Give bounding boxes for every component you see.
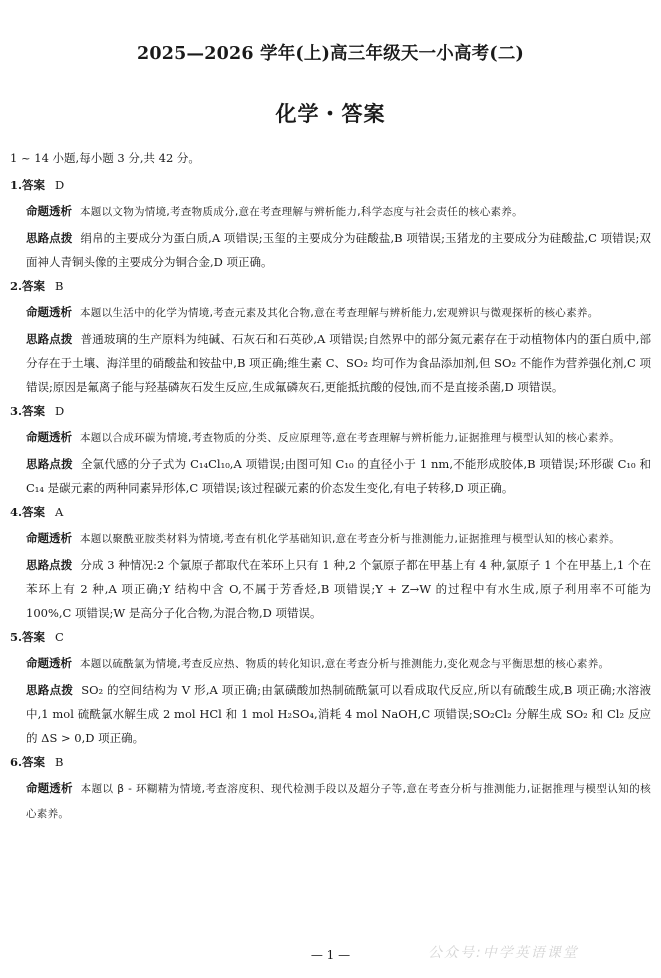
scoring-intro: 1 ~ 14 小题,每小题 3 分,共 42 分。	[10, 151, 200, 165]
hint-text: 绢帛的主要成分为蛋白质,A 项错误;玉玺的主要成分为硅酸盐,B 项错误;玉猪龙的主要成分为硅酸盐,C 项错误;双面神人青铜头像的主要成分为铜合金,D 项正确。	[26, 231, 652, 269]
analysis-text: 本题以生活中的化学为情境,考查元素及其化合物,意在考查理解与辨析能力,宏观辨识与微观探析的核心素养。	[80, 307, 599, 319]
answer-line	[10, 274, 651, 298]
answer-line	[10, 750, 651, 774]
analysis-label: 命题透析	[26, 531, 72, 545]
analysis-paragraph	[26, 526, 651, 551]
question-block	[10, 399, 651, 500]
answer-value: B	[55, 279, 64, 293]
analysis-paragraph	[26, 651, 651, 676]
answer-label: 答案	[22, 505, 46, 519]
analysis-label: 命题透析	[26, 204, 72, 218]
question-number: 5.	[10, 630, 23, 644]
answer-label: 答案	[22, 279, 46, 293]
answer-value: D	[55, 404, 65, 418]
answer-value: D	[55, 178, 65, 192]
hint-paragraph	[26, 327, 651, 399]
analysis-text: 本题以硫酰氯为情境,考查反应热、物质的转化知识,意在考查分析与推测能力,变化观念与平衡思想的核心素养。	[80, 658, 610, 670]
hint-text: 分成 3 种情况:2 个氯原子都取代在苯环上只有 1 种,2 个氯原子都在甲基上有 4 种,氯原子 1 个在甲基上,1 个在苯环上有 2 种,A 项正确;Y 结构中含 O,不属于芳香烃,B 项错误;Y + Z→W 的过程中有水生成,原子利用率不可能为 100%,C 项错误;W 是高分子化合物,为混合物,D 项错误。	[26, 558, 652, 620]
answer-label: 答案	[22, 755, 46, 769]
analysis-text: 本题以合成环碳为情境,考查物质的分类、反应原理等,意在考查理解与辨析能力,证据推理与模型认知的核心素养。	[80, 432, 621, 444]
analysis-paragraph	[26, 300, 651, 325]
answer-value: B	[55, 755, 64, 769]
subject-title: 化学・答案	[275, 101, 386, 126]
analysis-label: 命题透析	[26, 305, 72, 319]
question-block	[10, 750, 651, 826]
answer-label: 答案	[22, 404, 46, 418]
analysis-label: 命题透析	[26, 430, 72, 444]
hint-label: 思路点拨	[26, 558, 73, 572]
analysis-text: 本题以文物为情境,考查物质成分,意在考查理解与辨析能力,科学态度与社会责任的核心素养。	[80, 206, 523, 218]
answer-label: 答案	[22, 178, 46, 192]
analysis-paragraph	[26, 776, 651, 826]
answer-line	[10, 625, 651, 649]
answer-line	[10, 399, 651, 423]
hint-paragraph	[26, 226, 651, 274]
answer-line	[10, 173, 651, 197]
watermark: 公众号:中学英语课堂	[428, 945, 579, 961]
question-number: 2.	[10, 279, 23, 293]
analysis-paragraph	[26, 199, 651, 224]
hint-paragraph	[26, 553, 651, 625]
answer-body	[10, 146, 651, 826]
hint-paragraph	[26, 678, 651, 750]
question-block	[10, 500, 651, 625]
hint-label: 思路点拨	[26, 683, 74, 697]
question-number: 6.	[10, 755, 23, 769]
question-number: 4.	[10, 505, 23, 519]
analysis-paragraph	[26, 425, 651, 450]
answer-value: A	[55, 505, 64, 519]
hint-text: 全氯代感的分子式为 C₁₄Cl₁₀,A 项错误;由图可知 C₁₀ 的直径小于 1 nm,不能形成胶体,B 项错误;环形碳 C₁₀ 和 C₁₄ 是碳元素的两种同素异形体,C 项错误;该过程碳元素的价态发生变化,有电子转移,D 项正确。	[26, 457, 652, 495]
hint-text: 普通玻璃的生产原料为纯碱、石灰石和石英砂,A 项错误;自然界中的部分氮元素存在于动植物体内的蛋白质中,部分存在于土壤、海洋里的硝酸盐和铵盐中,B 项正确;维生素 C、SO₂ 均可作为食品添加剂,但 SO₂ 不能作为营养强化剂,C 项错误;原因是氟离子能与羟基磷灰石发生反应,生成氟磷灰石,更能抵抗酸的侵蚀,而不是直接杀菌,D 项错误。	[26, 332, 652, 394]
analysis-label: 命题透析	[26, 656, 72, 670]
analysis-text: 本题以 β - 环糊精为情境,考查溶度积、现代检测手段以及超分子等,意在考查分析与推测能力,证据推理与模型认知的核心素养。	[26, 783, 652, 820]
hint-label: 思路点拨	[26, 457, 73, 471]
question-block	[10, 173, 651, 274]
question-block	[10, 274, 651, 399]
exam-title: 2025—2026 学年(上)高三年级天一小高考(二)	[136, 44, 525, 64]
answer-label: 答案	[22, 630, 46, 644]
question-number: 3.	[10, 404, 23, 418]
analysis-text: 本题以聚酰亚胺类材料为情境,考查有机化学基础知识,意在考查分析与推测能力,证据推理与模型认知的核心素养。	[80, 533, 621, 545]
hint-label: 思路点拨	[26, 332, 73, 346]
answer-value: C	[55, 630, 64, 644]
analysis-label: 命题透析	[26, 781, 73, 795]
question-block	[10, 625, 651, 750]
hint-text: SO₂ 的空间结构为 V 形,A 项正确;由氯磺酸加热制硫酰氯可以看成取代反应,所以有硫酸生成,B 项正确;水溶液中,1 mol 硫酰氯水解生成 2 mol HCl 和 1 mol H₂SO₄,消耗 4 mol NaOH,C 项错误;SO₂Cl₂ 分解生成 SO₂ 和 Cl₂ 反应的 ΔS > 0,D 项正确。	[26, 683, 652, 745]
answer-line	[10, 500, 651, 524]
question-number: 1.	[10, 178, 23, 192]
hint-label: 思路点拨	[26, 231, 73, 245]
hint-paragraph	[26, 452, 651, 500]
page-number: — 1 —	[310, 948, 351, 962]
